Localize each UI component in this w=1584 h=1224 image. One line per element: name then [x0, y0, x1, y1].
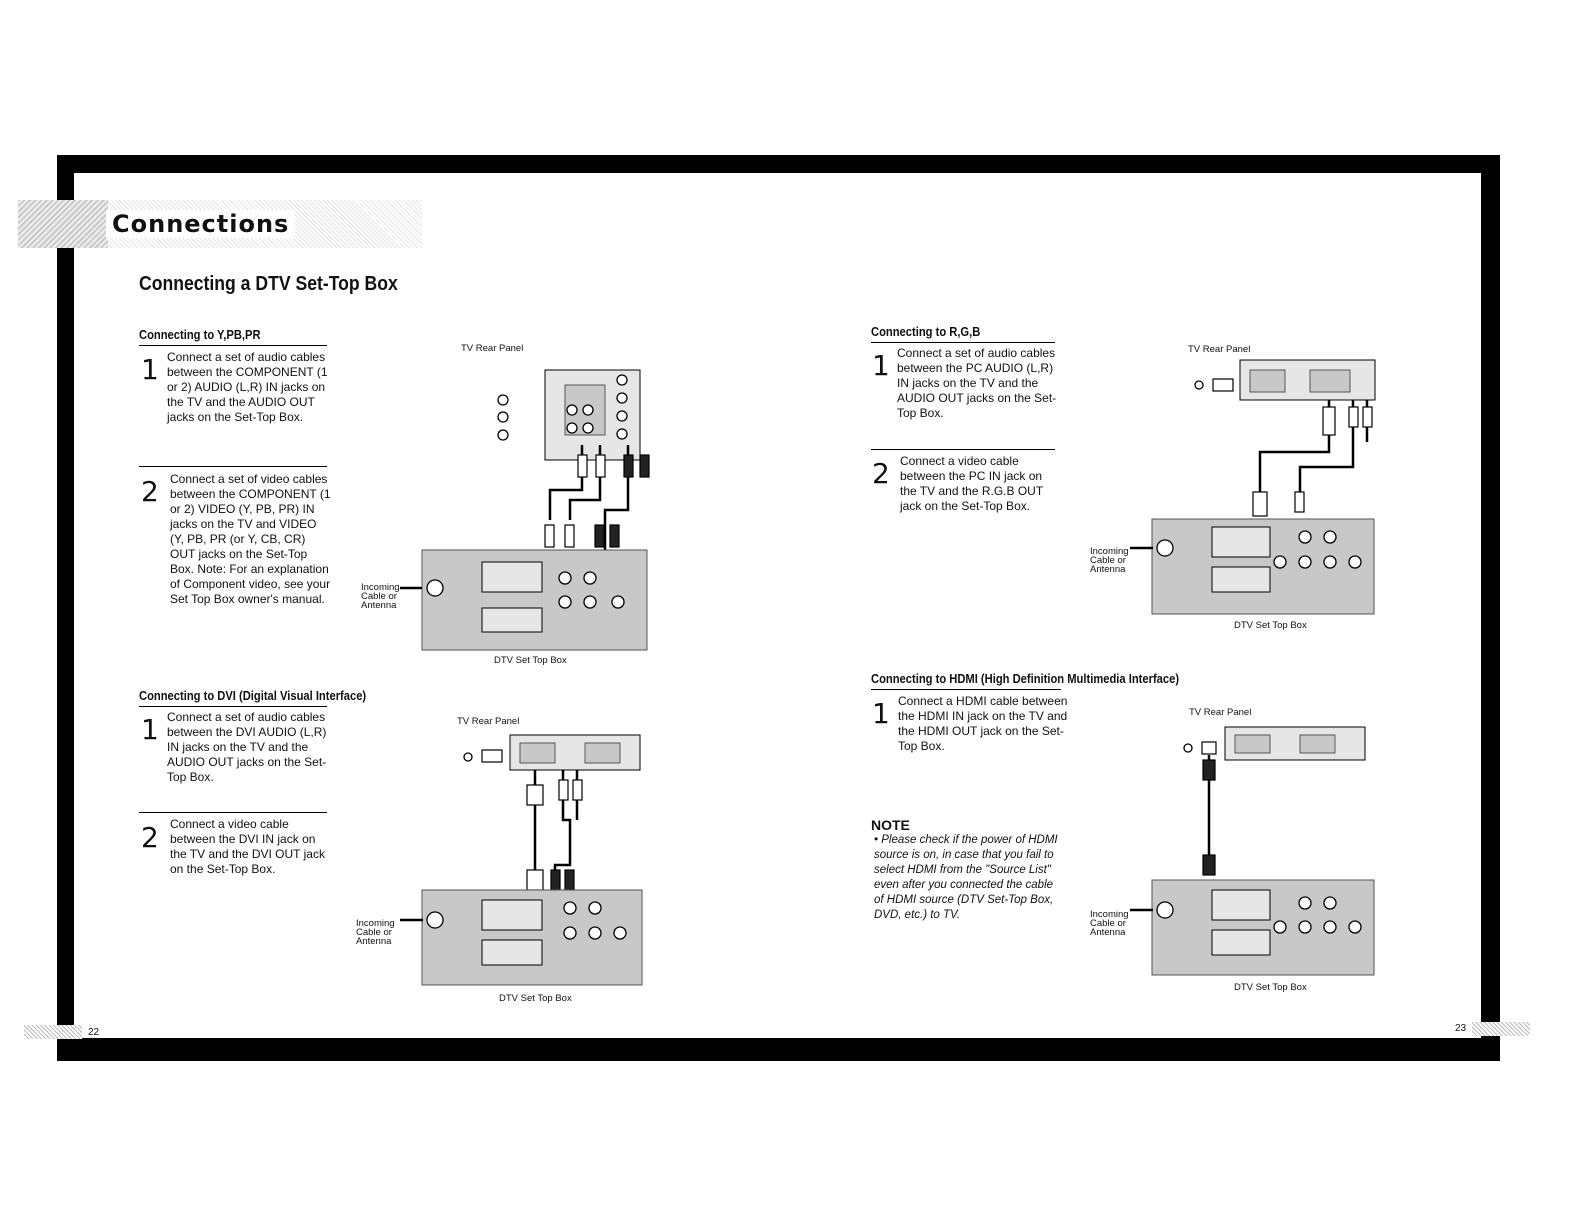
dvi-step-divider [139, 812, 327, 813]
right-page-number: 23 [1455, 1023, 1467, 1034]
right-page-number-band [1472, 1022, 1530, 1036]
dvi-step1-text: Connect a set of audio cables between the DVI AUDIO (L,R) IN jacks on the TV and the AUDIO OUT jacks on the Set-Top Box. [167, 710, 327, 784]
hdmi-diagram [1085, 715, 1385, 985]
left-page-number: 22 [88, 1027, 100, 1038]
note-heading: NOTE [871, 817, 910, 833]
dvi-step1-number: 1 [141, 713, 159, 746]
rgb-step-divider [871, 449, 1055, 450]
ypbpr-rule [139, 345, 327, 346]
rgb-dtv-box-label: DTV Set Top Box [1234, 620, 1307, 631]
rgb-step1-number: 1 [872, 349, 890, 382]
dvi-step2-text: Connect a video cable between the DVI IN jack on the TV and the DVI OUT jack on the Set-Top Box. [170, 817, 325, 876]
hdmi-step1-number: 1 [872, 697, 890, 730]
left-page-number-band [24, 1025, 82, 1039]
hdmi-tv-rear-panel-label: TV Rear Panel [1189, 707, 1252, 718]
ypbpr-step2-number: 2 [141, 475, 159, 508]
rgb-incoming-label: Incoming Cable or Antenna [1090, 546, 1129, 575]
dvi-tv-rear-panel-label: TV Rear Panel [457, 716, 520, 727]
hdmi-step1-text: Connect a HDMI cable between the HDMI IN jack on the TV and the HDMI OUT jack on the Set-Top Box. [898, 694, 1068, 753]
dvi-rule [139, 706, 327, 707]
ypbpr-dtv-box-label: DTV Set Top Box [494, 655, 567, 666]
rgb-step2-number: 2 [872, 457, 890, 490]
dvi-dtv-box-label: DTV Set Top Box [499, 993, 572, 1004]
ypbpr-step1-number: 1 [141, 353, 159, 386]
dvi-heading: Connecting to DVI (Digital Visual Interface) [139, 688, 367, 703]
ypbpr-incoming-label: Incoming Cable or Antenna [361, 582, 400, 611]
page-title: Connecting a DTV Set-Top Box [139, 273, 398, 295]
rgb-diagram [1085, 352, 1385, 627]
dvi-diagram [355, 725, 655, 995]
rgb-heading: Connecting to R,G,B [871, 324, 981, 339]
hdmi-heading: Connecting to HDMI (High Definition Multimedia Interface) [871, 671, 1180, 686]
hdmi-dtv-box-label: DTV Set Top Box [1234, 982, 1307, 993]
rgb-rule [871, 342, 1055, 343]
rgb-step2-text: Connect a video cable between the PC IN jack on the TV and the R.G.B OUT jack on the Set-Top Box. [900, 454, 1043, 513]
dvi-step2-number: 2 [141, 821, 159, 854]
ypbpr-step-divider [139, 466, 327, 467]
hdmi-rule [871, 689, 1061, 690]
ypbpr-step2-text: Connect a set of video cables between the COMPONENT (1 or 2) VIDEO (Y, PB, PR) IN jacks on the TV and VIDEO (Y, PB, PR (or Y, CB, CR) OUT jacks on the Set-Top Box. Note: For an explanation of Component video, see your Set Top Box owner's manual. [170, 472, 331, 606]
hdmi-incoming-label: Incoming Cable or Antenna [1090, 909, 1129, 938]
ypbpr-diagram [360, 350, 660, 670]
rgb-tv-rear-panel-label: TV Rear Panel [1188, 344, 1251, 355]
note-text: • Please check if the power of HDMI source is on, in case that you fail to select HDMI from the "Source List" even after you connected the cable of HDMI source (DTV Set-Top Box, DVD, etc.) to TV. [874, 834, 1058, 921]
rgb-step1-text: Connect a set of audio cables between the PC AUDIO (L,R) IN jacks on the TV and the AUDIO OUT jacks on the Set-Top Box. [897, 346, 1057, 420]
header-title: Connections [106, 210, 295, 238]
dvi-incoming-label: Incoming Cable or Antenna [356, 918, 395, 947]
ypbpr-tv-rear-panel-label: TV Rear Panel [461, 343, 524, 354]
ypbpr-heading: Connecting to Y,PB,PR [139, 327, 261, 342]
ypbpr-step1-text: Connect a set of audio cables between the COMPONENT (1 or 2) AUDIO (L,R) IN jacks on the TV and the AUDIO OUT jacks on the Set-Top Box. [167, 350, 328, 424]
